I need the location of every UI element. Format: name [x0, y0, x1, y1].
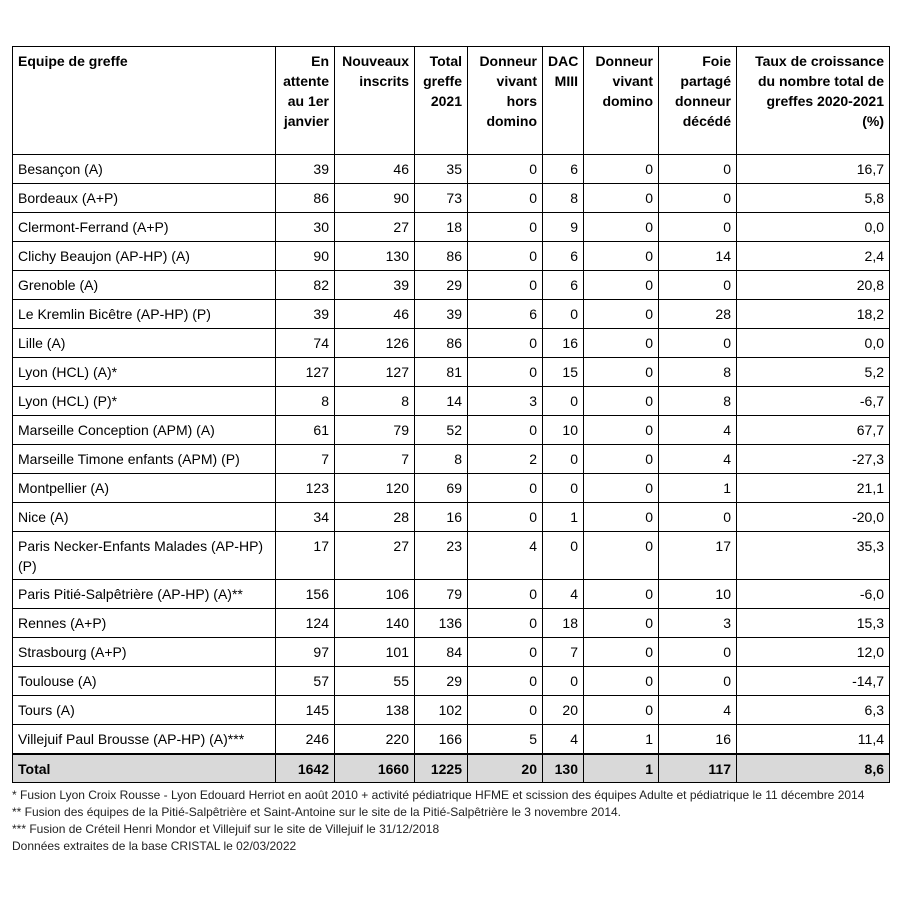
value-cell: 0	[584, 329, 659, 358]
value-cell: 30	[276, 213, 335, 242]
value-cell: 124	[276, 609, 335, 638]
footnote: * Fusion Lyon Croix Rousse - Lyon Edouard Herriot en août 2010 + activité pédiatrique HFME et scission des équipes Adulte et pédiatrique le 11 décembre 2014	[12, 788, 865, 802]
value-cell: 4	[659, 445, 737, 474]
value-cell: 8	[276, 387, 335, 416]
value-cell: 35,3	[737, 532, 890, 580]
value-cell: 166	[415, 725, 468, 755]
value-cell: 12,0	[737, 638, 890, 667]
footnote: ** Fusion des équipes de la Pitié-Salpêtrière et Saint-Antoine sur le site de la Pitié-Salpêtrière le 3 novembre 2014.	[12, 805, 622, 819]
table-row	[13, 667, 890, 696]
value-cell: 28	[335, 503, 415, 532]
table-row	[13, 445, 890, 474]
value-cell: 29	[415, 271, 468, 300]
value-cell: 29	[415, 667, 468, 696]
column-header-total-greffe: Total greffe 2021	[415, 47, 468, 155]
value-cell: 20,8	[737, 271, 890, 300]
value-cell: 0	[543, 387, 584, 416]
value-cell: 0	[659, 213, 737, 242]
value-cell: -27,3	[737, 445, 890, 474]
value-cell: 79	[335, 416, 415, 445]
value-cell: 16	[543, 329, 584, 358]
team-name-cell: Nice (A)	[13, 503, 276, 532]
value-cell: 10	[543, 416, 584, 445]
value-cell: 0	[543, 445, 584, 474]
value-cell: 140	[335, 609, 415, 638]
value-cell: 15	[543, 358, 584, 387]
value-cell: 0	[584, 445, 659, 474]
value-cell: 0	[659, 503, 737, 532]
value-cell: 4	[659, 416, 737, 445]
column-header-nouveaux-inscrits: Nouveaux inscrits	[335, 47, 415, 155]
value-cell: 27	[335, 213, 415, 242]
value-cell: 90	[276, 242, 335, 271]
value-cell: 138	[335, 696, 415, 725]
value-cell: 46	[335, 300, 415, 329]
value-cell: 6	[543, 242, 584, 271]
value-cell: 0	[468, 696, 543, 725]
value-cell: 2,4	[737, 242, 890, 271]
value-cell: 39	[335, 271, 415, 300]
value-cell: 55	[335, 667, 415, 696]
total-value: 130	[543, 754, 584, 783]
value-cell: 102	[415, 696, 468, 725]
value-cell: 136	[415, 609, 468, 638]
value-cell: 5,8	[737, 184, 890, 213]
value-cell: 0	[468, 155, 543, 184]
value-cell: 39	[276, 155, 335, 184]
value-cell: 15,3	[737, 609, 890, 638]
value-cell: 145	[276, 696, 335, 725]
value-cell: 106	[335, 580, 415, 609]
header-row	[13, 47, 890, 155]
value-cell: 11,4	[737, 725, 890, 755]
team-name-cell: Bordeaux (A+P)	[13, 184, 276, 213]
table-row	[13, 416, 890, 445]
value-cell: 0	[468, 580, 543, 609]
value-cell: 0	[468, 638, 543, 667]
value-cell: 3	[468, 387, 543, 416]
value-cell: 86	[276, 184, 335, 213]
value-cell: 156	[276, 580, 335, 609]
table-row	[13, 329, 890, 358]
table-row	[13, 638, 890, 667]
value-cell: 86	[415, 242, 468, 271]
value-cell: 0	[584, 503, 659, 532]
team-name-cell: Strasbourg (A+P)	[13, 638, 276, 667]
value-cell: 1	[584, 725, 659, 755]
column-header-taux-croissance: Taux de croissance du nombre total de greffes 2020-2021 (%)	[737, 47, 890, 155]
value-cell: 0,0	[737, 329, 890, 358]
value-cell: 0	[543, 474, 584, 503]
value-cell: 0	[584, 300, 659, 329]
document-body	[12, 46, 889, 855]
value-cell: 18,2	[737, 300, 890, 329]
value-cell: 4	[543, 725, 584, 755]
value-cell: 0,0	[737, 213, 890, 242]
value-cell: 14	[415, 387, 468, 416]
value-cell: 7	[543, 638, 584, 667]
team-name-cell: Rennes (A+P)	[13, 609, 276, 638]
value-cell: 52	[415, 416, 468, 445]
value-cell: 18	[415, 213, 468, 242]
team-name-cell: Besançon (A)	[13, 155, 276, 184]
value-cell: 0	[659, 155, 737, 184]
table-row	[13, 503, 890, 532]
value-cell: 8	[543, 184, 584, 213]
total-row	[13, 754, 890, 783]
value-cell: 0	[468, 609, 543, 638]
value-cell: 0	[468, 416, 543, 445]
team-name-cell: Lyon (HCL) (P)*	[13, 387, 276, 416]
value-cell: 57	[276, 667, 335, 696]
team-name-cell: Lille (A)	[13, 329, 276, 358]
value-cell: 20	[543, 696, 584, 725]
value-cell: 0	[468, 503, 543, 532]
value-cell: 0	[584, 184, 659, 213]
team-name-cell: Marseille Timone enfants (APM) (P)	[13, 445, 276, 474]
value-cell: 0	[543, 667, 584, 696]
team-name-cell: Toulouse (A)	[13, 667, 276, 696]
table-row	[13, 696, 890, 725]
value-cell: 69	[415, 474, 468, 503]
value-cell: 97	[276, 638, 335, 667]
total-value: 8,6	[737, 754, 890, 783]
value-cell: 8	[415, 445, 468, 474]
value-cell: 4	[468, 532, 543, 580]
value-cell: 0	[584, 532, 659, 580]
value-cell: 0	[584, 271, 659, 300]
value-cell: 6	[543, 155, 584, 184]
value-cell: 35	[415, 155, 468, 184]
value-cell: 0	[659, 667, 737, 696]
value-cell: 0	[468, 329, 543, 358]
value-cell: 0	[584, 580, 659, 609]
value-cell: 1	[659, 474, 737, 503]
value-cell: 8	[659, 358, 737, 387]
value-cell: 16	[659, 725, 737, 755]
value-cell: 5,2	[737, 358, 890, 387]
footnotes	[12, 787, 889, 855]
value-cell: 82	[276, 271, 335, 300]
column-header-foie-partage: Foie partagé donneur décédé	[659, 47, 737, 155]
value-cell: 0	[584, 474, 659, 503]
column-header-equipe: Equipe de greffe	[13, 47, 276, 155]
value-cell: -14,7	[737, 667, 890, 696]
value-cell: 23	[415, 532, 468, 580]
value-cell: 67,7	[737, 416, 890, 445]
value-cell: 4	[659, 696, 737, 725]
table-row	[13, 387, 890, 416]
value-cell: 0	[543, 532, 584, 580]
value-cell: 16	[415, 503, 468, 532]
value-cell: 6,3	[737, 696, 890, 725]
table-row	[13, 271, 890, 300]
value-cell: 7	[335, 445, 415, 474]
value-cell: 0	[468, 271, 543, 300]
column-header-en-attente: En attente au 1er janvier	[276, 47, 335, 155]
value-cell: 27	[335, 532, 415, 580]
value-cell: 2	[468, 445, 543, 474]
value-cell: 0	[584, 387, 659, 416]
value-cell: 6	[468, 300, 543, 329]
value-cell: 84	[415, 638, 468, 667]
value-cell: 74	[276, 329, 335, 358]
table-row	[13, 155, 890, 184]
value-cell: 0	[584, 213, 659, 242]
total-value: 1225	[415, 754, 468, 783]
value-cell: 86	[415, 329, 468, 358]
value-cell: 17	[659, 532, 737, 580]
value-cell: 10	[659, 580, 737, 609]
value-cell: 126	[335, 329, 415, 358]
value-cell: 0	[468, 667, 543, 696]
table-row	[13, 213, 890, 242]
value-cell: 0	[584, 638, 659, 667]
table-row	[13, 184, 890, 213]
table-row	[13, 580, 890, 609]
value-cell: 3	[659, 609, 737, 638]
table-row	[13, 532, 890, 580]
value-cell: 18	[543, 609, 584, 638]
team-name-cell: Clichy Beaujon (AP-HP) (A)	[13, 242, 276, 271]
total-value: 1	[584, 754, 659, 783]
value-cell: 0	[543, 300, 584, 329]
total-label: Total	[13, 754, 276, 783]
value-cell: 127	[276, 358, 335, 387]
value-cell: 0	[468, 213, 543, 242]
table-row	[13, 474, 890, 503]
table-row	[13, 300, 890, 329]
value-cell: 17	[276, 532, 335, 580]
value-cell: -6,0	[737, 580, 890, 609]
value-cell: 9	[543, 213, 584, 242]
team-name-cell: Villejuif Paul Brousse (AP-HP) (A)***	[13, 725, 276, 755]
value-cell: 16,7	[737, 155, 890, 184]
value-cell: 0	[468, 474, 543, 503]
value-cell: 21,1	[737, 474, 890, 503]
table-row	[13, 609, 890, 638]
source-note: Données extraites de la base CRISTAL le 02/03/2022	[12, 839, 297, 853]
table-body	[13, 155, 890, 783]
column-header-donneur-vivant-hors-domino: Donneur vivant hors domino	[468, 47, 543, 155]
value-cell: 130	[335, 242, 415, 271]
value-cell: 0	[584, 242, 659, 271]
value-cell: 220	[335, 725, 415, 755]
value-cell: 8	[659, 387, 737, 416]
value-cell: 14	[659, 242, 737, 271]
value-cell: 90	[335, 184, 415, 213]
column-header-dac-miii: DAC MIII	[543, 47, 584, 155]
value-cell: 73	[415, 184, 468, 213]
value-cell: 0	[659, 638, 737, 667]
team-name-cell: Montpellier (A)	[13, 474, 276, 503]
value-cell: 28	[659, 300, 737, 329]
value-cell: -20,0	[737, 503, 890, 532]
total-value: 1642	[276, 754, 335, 783]
team-name-cell: Paris Pitié-Salpêtrière (AP-HP) (A)**	[13, 580, 276, 609]
footnote: *** Fusion de Créteil Henri Mondor et Villejuif sur le site de Villejuif le 31/12/2018	[12, 822, 440, 836]
value-cell: 46	[335, 155, 415, 184]
value-cell: 0	[659, 271, 737, 300]
value-cell: 127	[335, 358, 415, 387]
column-header-donneur-vivant-domino: Donneur vivant domino	[584, 47, 659, 155]
value-cell: 0	[468, 358, 543, 387]
table-row	[13, 358, 890, 387]
value-cell: 0	[659, 329, 737, 358]
value-cell: 120	[335, 474, 415, 503]
value-cell: 0	[468, 184, 543, 213]
value-cell: 79	[415, 580, 468, 609]
value-cell: 0	[584, 696, 659, 725]
value-cell: 123	[276, 474, 335, 503]
value-cell: 0	[659, 184, 737, 213]
value-cell: 0	[584, 416, 659, 445]
value-cell: 7	[276, 445, 335, 474]
value-cell: -6,7	[737, 387, 890, 416]
value-cell: 5	[468, 725, 543, 755]
table-row	[13, 242, 890, 271]
value-cell: 39	[276, 300, 335, 329]
team-name-cell: Clermont-Ferrand (A+P)	[13, 213, 276, 242]
team-name-cell: Paris Necker-Enfants Malades (AP-HP) (P)	[13, 532, 276, 580]
team-name-cell: Tours (A)	[13, 696, 276, 725]
value-cell: 0	[584, 155, 659, 184]
value-cell: 4	[543, 580, 584, 609]
team-name-cell: Lyon (HCL) (A)*	[13, 358, 276, 387]
transplant-table	[12, 46, 890, 783]
value-cell: 6	[543, 271, 584, 300]
value-cell: 34	[276, 503, 335, 532]
value-cell: 61	[276, 416, 335, 445]
team-name-cell: Le Kremlin Bicêtre (AP-HP) (P)	[13, 300, 276, 329]
value-cell: 81	[415, 358, 468, 387]
team-name-cell: Marseille Conception (APM) (A)	[13, 416, 276, 445]
value-cell: 0	[584, 358, 659, 387]
value-cell: 0	[468, 242, 543, 271]
table-row	[13, 725, 890, 755]
value-cell: 0	[584, 667, 659, 696]
total-value: 117	[659, 754, 737, 783]
total-value: 1660	[335, 754, 415, 783]
team-name-cell: Grenoble (A)	[13, 271, 276, 300]
value-cell: 39	[415, 300, 468, 329]
value-cell: 246	[276, 725, 335, 755]
total-value: 20	[468, 754, 543, 783]
value-cell: 101	[335, 638, 415, 667]
value-cell: 8	[335, 387, 415, 416]
value-cell: 0	[584, 609, 659, 638]
value-cell: 1	[543, 503, 584, 532]
